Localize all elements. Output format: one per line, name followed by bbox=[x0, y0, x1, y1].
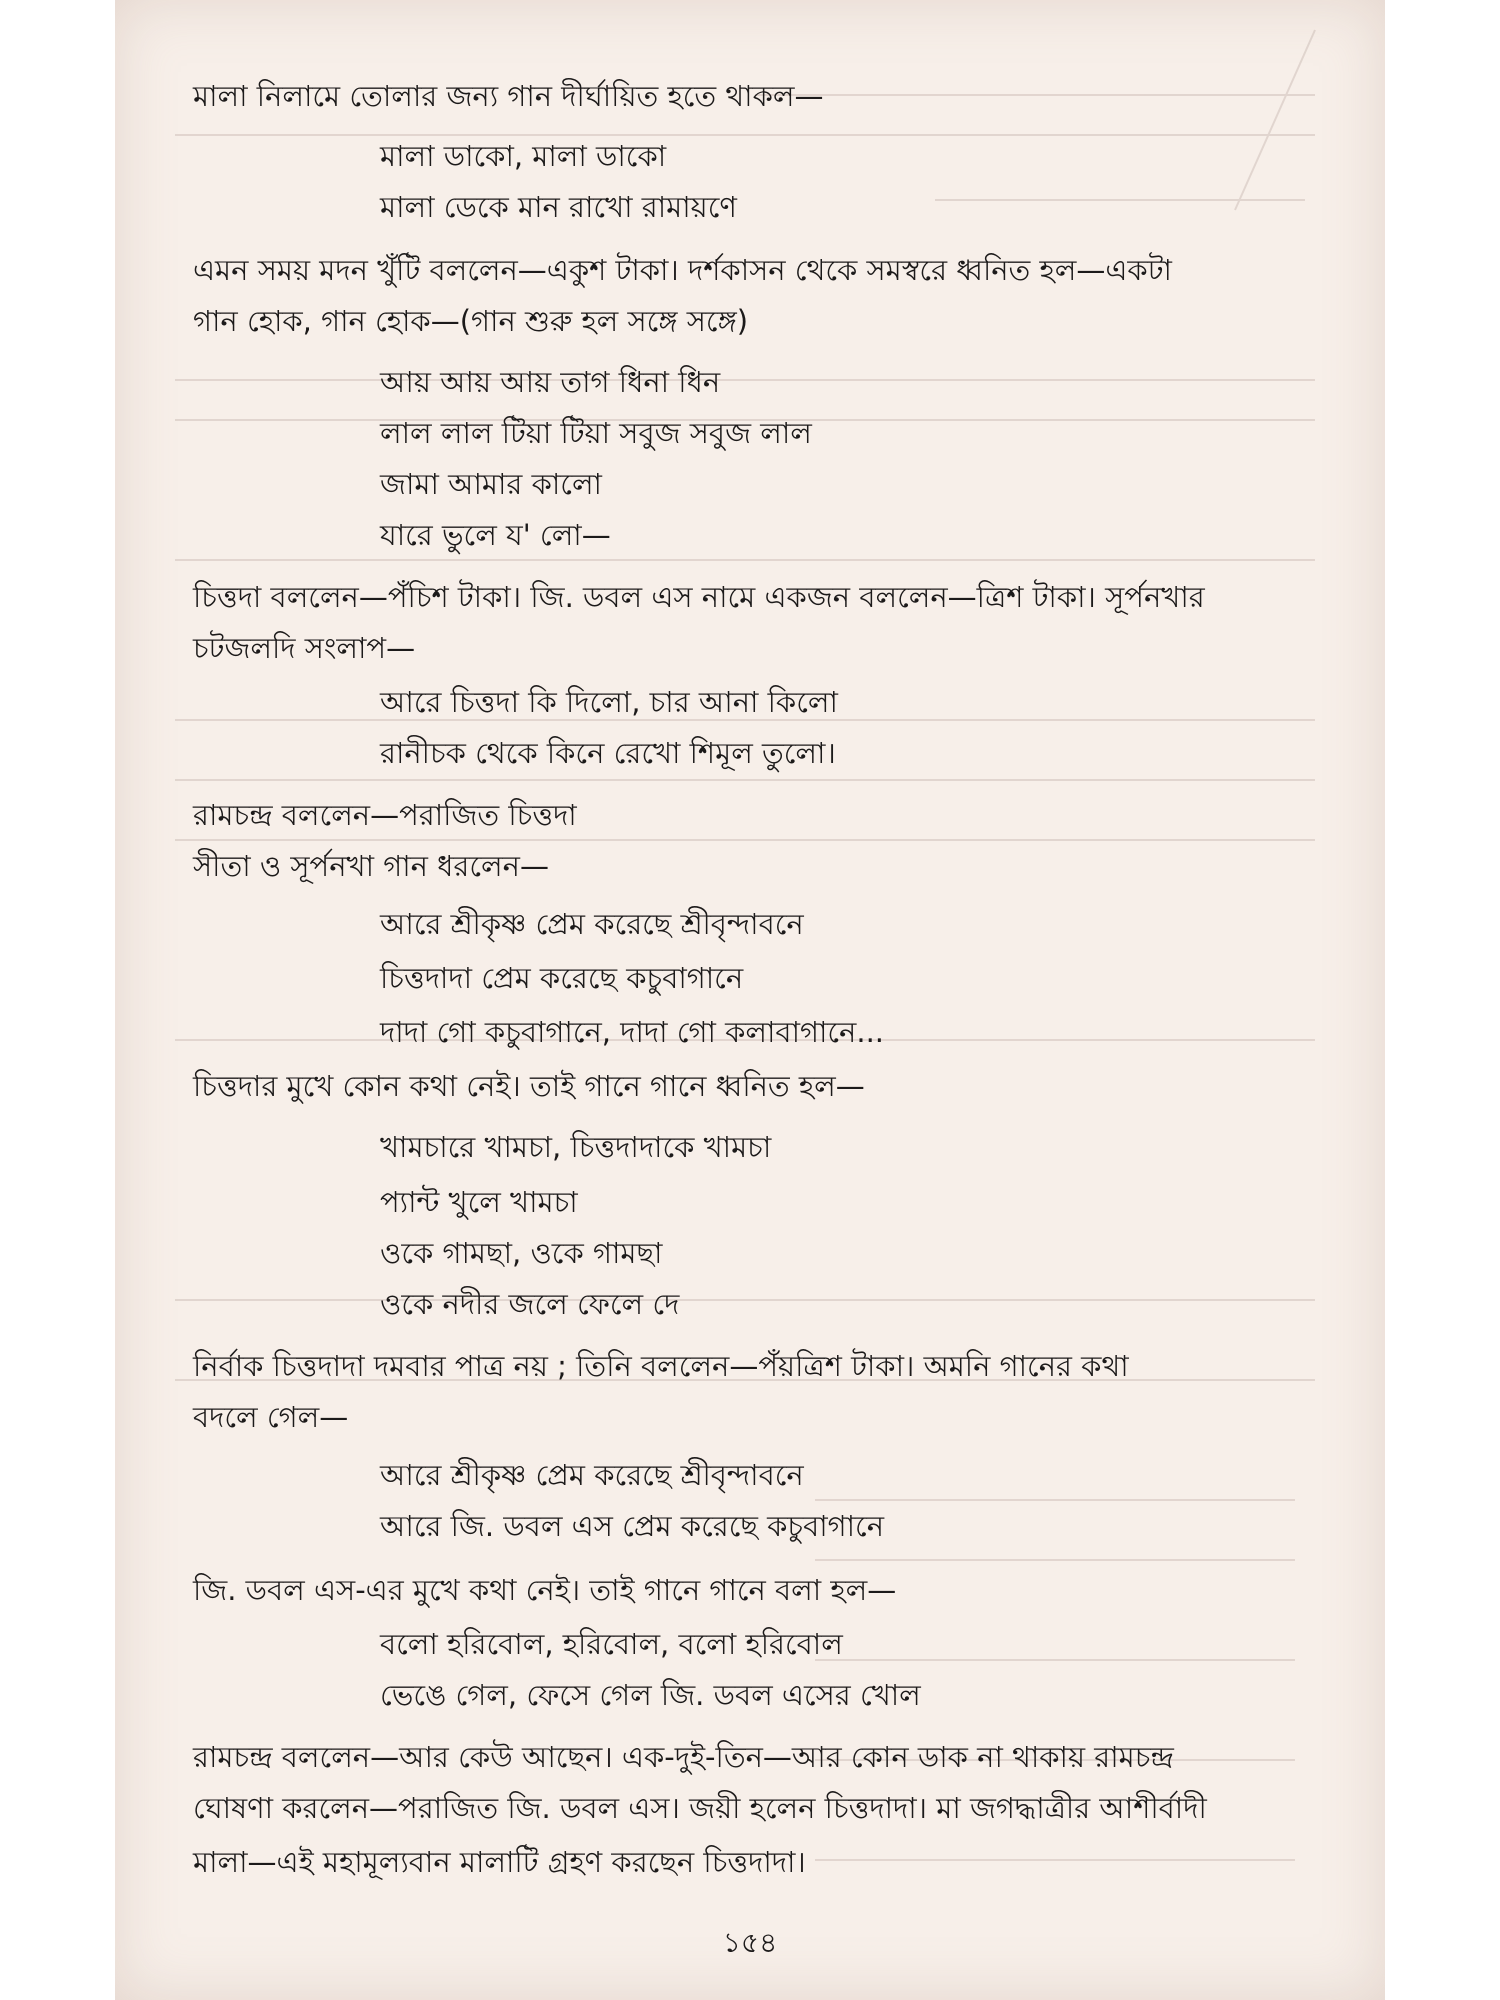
text-line: বলো হরিবোল, হরিবোল, বলো হরিবোল bbox=[380, 1627, 843, 1661]
text-line: মালা নিলামে তোলার জন্য গান দীর্ঘায়িত হতে থাকল— bbox=[193, 79, 824, 113]
text-line: আরে শ্রীকৃষ্ণ প্রেম করেছে শ্রীবৃন্দাবনে bbox=[380, 907, 804, 941]
book-page bbox=[115, 0, 1385, 2000]
text-line: নির্বাক চিত্তদাদা দমবার পাত্র নয় ; তিনি বললেন—পঁয়ত্রিশ টাকা। অমনি গানের কথা bbox=[193, 1349, 1129, 1383]
text-line: সীতা ও সূর্পনখা গান ধরলেন— bbox=[193, 849, 549, 883]
text-line: জামা আমার কালো bbox=[380, 467, 602, 501]
text-line: চিত্তদাদা প্রেম করেছে কচুবাগানে bbox=[380, 961, 744, 995]
text-line: রানীচক থেকে কিনে রেখো শিমূল তুলো। bbox=[380, 736, 836, 770]
page-number: ১৫৪ bbox=[722, 1926, 778, 1959]
text-line: চিত্তদার মুখে কোন কথা নেই। তাই গানে গানে ধ্বনিত হল— bbox=[193, 1069, 865, 1103]
text-line: খামচারে খামচা, চিত্তদাদাকে খামচা bbox=[380, 1130, 772, 1164]
text-line: লাল লাল টিয়া টিয়া সবুজ সবুজ লাল bbox=[380, 416, 812, 450]
text-line: ওকে নদীর জলে ফেলে দে bbox=[380, 1287, 680, 1321]
text-line: যারে ভুলে য' লো— bbox=[380, 518, 611, 552]
text-line: মালা—এই মহামূল্যবান মালাটি গ্রহণ করছেন চিত্তদাদা। bbox=[193, 1845, 806, 1879]
text-line: ঘোষণা করলেন—পরাজিত জি. ডবল এস। জয়ী হলেন চিত্তদাদা। মা জগদ্ধাত্রীর আশীর্বাদী bbox=[193, 1791, 1207, 1825]
text-line: প্যান্ট খুলে খামচা bbox=[380, 1185, 578, 1219]
text-line: চটজলদি সংলাপ— bbox=[193, 631, 416, 665]
text-line: বদলে গেল— bbox=[193, 1400, 349, 1434]
text-line: মালা ডাকো, মালা ডাকো bbox=[380, 139, 667, 173]
text-line: এমন সময় মদন খুঁটি বললেন—একুশ টাকা। দর্শকাসন থেকে সমস্বরে ধ্বনিত হল—একটা bbox=[193, 253, 1172, 287]
text-line: রামচন্দ্র বললেন—আর কেউ আছেন। এক-দুই-তিন—আর কোন ডাক না থাকায় রামচন্দ্র bbox=[193, 1740, 1174, 1774]
text-line: রামচন্দ্র বললেন—পরাজিত চিত্তদা bbox=[193, 798, 577, 832]
text-line: মালা ডেকে মান রাখো রামায়ণে bbox=[380, 190, 737, 224]
text-line: দাদা গো কচুবাগানে, দাদা গো কলাবাগানে... bbox=[380, 1015, 885, 1049]
text-line: ওকে গামছা, ওকে গামছা bbox=[380, 1236, 663, 1270]
text-line: আরে শ্রীকৃষ্ণ প্রেম করেছে শ্রীবৃন্দাবনে bbox=[380, 1458, 804, 1492]
text-line: জি. ডবল এস-এর মুখে কথা নেই। তাই গানে গানে বলা হল— bbox=[193, 1573, 897, 1607]
text-line: আয় আয় আয় তাগ ধিনা ধিন bbox=[380, 365, 721, 399]
text-line: আরে চিত্তদা কি দিলো, চার আনা কিলো bbox=[380, 685, 838, 719]
text-line: আরে জি. ডবল এস প্রেম করেছে কচুবাগানে bbox=[380, 1509, 885, 1543]
text-line: চিত্তদা বললেন—পঁচিশ টাকা। জি. ডবল এস নামে একজন বললেন—ত্রিশ টাকা। সূর্পনখার bbox=[193, 580, 1205, 614]
text-line: ভেঙে গেল, ফেসে গেল জি. ডবল এসের খোল bbox=[380, 1678, 921, 1712]
text-line: গান হোক, গান হোক—(গান শুরু হল সঙ্গে সঙ্গে) bbox=[193, 304, 749, 338]
